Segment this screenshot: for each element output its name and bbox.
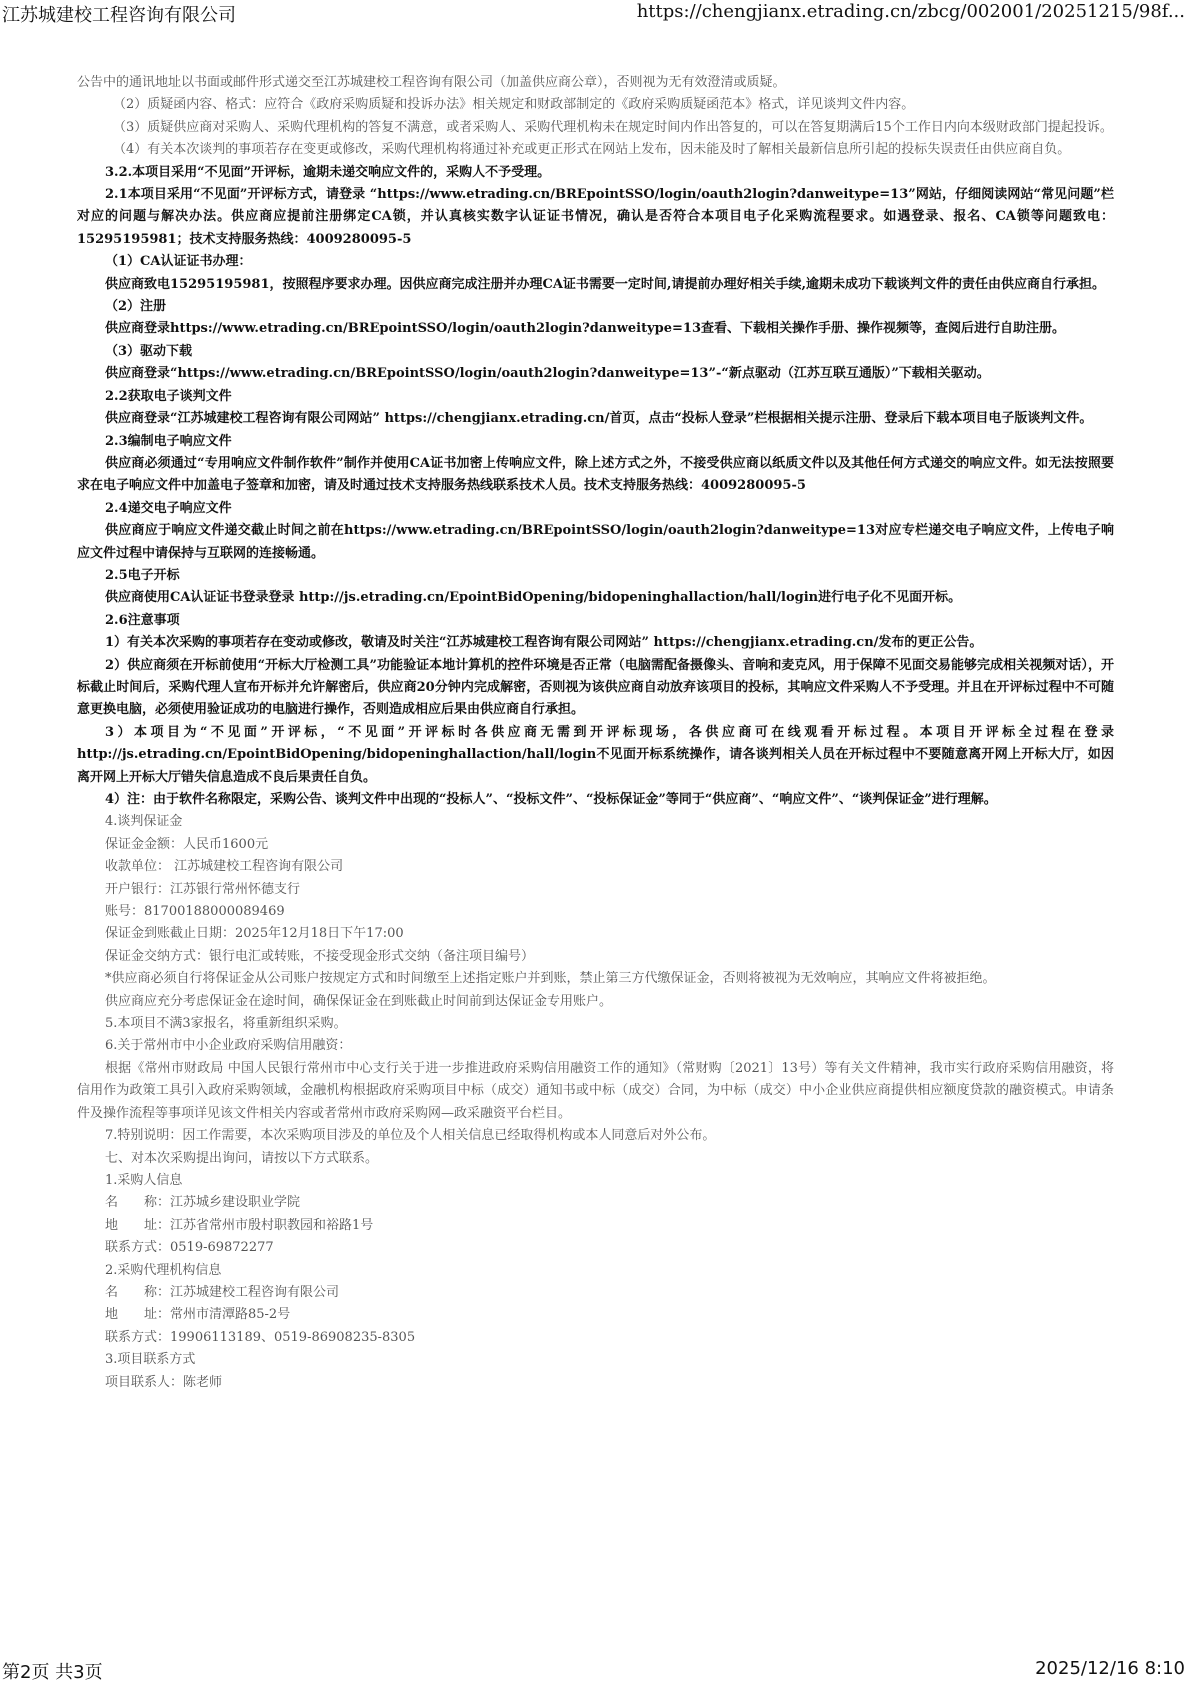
subheading: 2.6注意事项 bbox=[105, 612, 180, 628]
paragraph: 4）注：由于软件名称限定，采购公告、谈判文件中出现的“投标人”、“投标文件”、“投标保证金”等同于“供应商”、“响应文件”、“谈判保证金”进行理解。 bbox=[105, 792, 997, 807]
header-site-title: 江苏城建校工程咨询有限公司 bbox=[2, 5, 236, 26]
paragraph: 供应商应充分考虑保证金在途时间，确保保证金在到账截止时间前到达保证金专用账户。 bbox=[105, 993, 613, 1009]
paragraph: 供应商登录“https://www.etrading.cn/BREpointSSO/login/oauth2login?danweitype=13”-“新点驱动（江苏互联互通版）”下载相关驱动。 bbox=[105, 366, 990, 382]
paragraph: 供应商使用CA认证证书登录登录 http://js.etrading.cn/EpointBidOpening/bidopeninghallaction/hall/login进行电子化不见面开标。 bbox=[105, 590, 962, 606]
section-heading: 七、对本次采购提出询问，请按以下方式联系。 bbox=[105, 1150, 379, 1166]
subheading: 2.5电子开标 bbox=[105, 567, 180, 583]
purchaser-address: 地 址：江苏省常州市殷村职教园和裕路1号 bbox=[105, 1217, 374, 1233]
subheading: 1.采购人信息 bbox=[105, 1172, 183, 1188]
subheading: 2.3编制电子响应文件 bbox=[105, 433, 232, 449]
header-url: https://chengjianx.etrading.cn/zbcg/002001/20251215/98f... bbox=[636, 1, 1185, 22]
document-body bbox=[77, 72, 1114, 1394]
print-header bbox=[0, 0, 1191, 24]
subheading: （3）驱动下载 bbox=[105, 343, 193, 359]
paragraph: 供应商致电15295195981，按照程序要求办理。因供应商完成注册并办理CA证书需要一定时间,请提前办理好相关手续,逾期未成功下载谈判文件的责任由供应商自行承担。 bbox=[105, 276, 1105, 292]
paragraph: 供应商登录“江苏城建校工程咨询有限公司网站” https://chengjianx.etrading.cn/首页，点击“投标人登录”栏根据相关提示注册、登录后下载本项目电子版谈判文件。 bbox=[105, 411, 1093, 427]
print-datetime: 2025/12/16 8:10 bbox=[1035, 1658, 1185, 1679]
paragraph: 2.1本项目采用“不见面”开评标方式，请登录 “https://www.etrading.cn/BREpointSSO/login/oauth2login?danweitype=13”网站，仔细阅读网站“常见问题”栏对应的问题与解决办法。供应商应提前注册绑定CA锁，并认真核实数字认证证书情况，确认是否符合本项目电子化采购流程要求。如遇登录、报名、CA锁等问题致电：15295195981；技术支持服务热线：4009280095-5 bbox=[77, 187, 1114, 247]
subheading: 3.项目联系方式 bbox=[105, 1352, 196, 1368]
agency-name: 名 称：江苏城建校工程咨询有限公司 bbox=[105, 1284, 340, 1300]
paragraph: 5.本项目不满3家报名，将重新组织采购。 bbox=[105, 1016, 347, 1032]
paragraph: *供应商必须自行将保证金从公司账户按规定方式和时间缴至上述指定账户并到账，禁止第三方代缴保证金，否则将被视为无效响应，其响应文件将被拒绝。 bbox=[105, 971, 996, 987]
deposit-deadline: 保证金到账截止日期：2025年12月18日下午17:00 bbox=[105, 926, 404, 942]
section-heading: 4.谈判保证金 bbox=[105, 814, 183, 830]
paragraph: 7.特别说明：因工作需要，本次采购项目涉及的单位及个人相关信息已经取得机构或本人同意后对外公布。 bbox=[105, 1128, 716, 1144]
paragraph: （4）有关本次谈判的事项若存在变更或修改，采购代理机构将通过补充或更正形式在网站上发布，因未能及时了解相关最新信息所引起的投标失误责任由供应商自负。 bbox=[113, 142, 1071, 158]
deposit-amount: 保证金金额：人民币1600元 bbox=[105, 836, 269, 852]
paragraph: 2）供应商须在开标前使用“开标大厅检测工具”功能验证本地计算机的控件环境是否正常（电脑需配备摄像头、音响和麦克风，用于保障不见面交易能够完成相关视频对话），开标截止时间后，采购代理人宣布开标并允许解密后，供应商20分钟内完成解密，否则视为该供应商自动放弃该项目的投标，其响应文件采购人不予受理。并且在开评标过程中不可随意更换电脑，必须使用验证成功的电脑进行操作，否则造成相应后果由供应商自行承担。 bbox=[77, 657, 1114, 718]
project-contact-person: 项目联系人：陈老师 bbox=[105, 1374, 223, 1390]
section-heading: 3.2.本项目采用“不见面”开评标，逾期未递交响应文件的，采购人不予受理。 bbox=[105, 164, 551, 180]
purchaser-name: 名 称：江苏城乡建设职业学院 bbox=[105, 1195, 301, 1211]
deposit-bank: 开户银行：江苏银行常州怀德支行 bbox=[105, 881, 301, 897]
subheading: （1）CA认证证书办理： bbox=[105, 254, 252, 270]
paragraph: 供应商必须通过“专用响应文件制作软件”制作并使用CA证书加密上传响应文件，除上述方式之外，不接受供应商以纸质文件以及其他任何方式递交的响应文件。如无法按照要求在电子响应文件中加盖电子签章和加密，请及时通过技术支持服务热线联系技术人员。技术支持服务热线：4009280095-5 bbox=[77, 455, 1114, 494]
paragraph: 1）有关本次采购的事项若存在变动或修改，敬请及时关注“江苏城建校工程咨询有限公司网站” https://chengjianx.etrading.cn/发布的更正公告。 bbox=[105, 635, 983, 651]
print-footer bbox=[0, 1658, 1191, 1684]
subheading: （2）注册 bbox=[105, 299, 167, 315]
subheading: 2.2获取电子谈判文件 bbox=[105, 388, 232, 404]
paragraph: （2）质疑函内容、格式：应符合《政府采购质疑和投诉办法》相关规定和财政部制定的《政府采购质疑函范本》格式，详见谈判文件内容。 bbox=[113, 97, 915, 113]
paragraph: 供应商应于响应文件递交截止时间之前在https://www.etrading.cn/BREpointSSO/login/oauth2login?danweitype=13对应专栏递交电子响应文件，上传电子响应文件过程中请保持与互联网的连接畅通。 bbox=[77, 523, 1114, 561]
section-heading: 6.关于常州市中小企业政府采购信用融资： bbox=[105, 1038, 352, 1054]
paragraph: 公告中的通讯地址以书面或邮件形式递交至江苏城建校工程咨询有限公司（加盖供应商公章），否则视为无有效澄清或质疑。 bbox=[77, 75, 786, 90]
subheading: 2.4递交电子响应文件 bbox=[105, 500, 232, 516]
purchaser-contact: 联系方式：0519-69872277 bbox=[105, 1240, 274, 1256]
paragraph: （3）质疑供应商对采购人、采购代理机构的答复不满意，或者采购人、采购代理机构未在规定时间内作出答复的，可以在答复期满后15个工作日内向本级财政部门提起投诉。 bbox=[113, 119, 1113, 135]
agency-address: 地 址：常州市清潭路85-2号 bbox=[105, 1307, 291, 1323]
agency-contact: 联系方式：19906113189、0519-86908235-8305 bbox=[105, 1329, 416, 1345]
deposit-payee: 收款单位： 江苏城建校工程咨询有限公司 bbox=[105, 859, 344, 875]
paragraph: 3）本项目为“不见面”开评标，“不见面”开评标时各供应商无需到开评标现场，各供应商可在线观看开标过程。本项目开评标全过程在登录 http://js.etrading.cn/EpointBidOpening/bidopeninghallaction/hall/login不见面开标系统操作，请各谈判相关人员在开标过程中不要随意离开网上开标大厅，如因离开网上开标大厅错失信息造成不良后果责任自负。 bbox=[77, 724, 1114, 785]
paragraph: 根据《常州市财政局 中国人民银行常州市中心支行关于进一步推进政府采购信用融资工作的通知》（常财购〔2021〕13号）等有关文件精神，我市实行政府采购信用融资，将信用作为政策工具引入政府采购领域，金融机构根据政府采购项目中标（成交）通知书或中标（成交）合同，为中标（成交）中小企业供应商提供相应额度贷款的融资模式。申请条件及操作流程等事项详见该文件相关内容或者常州市政府采购网—政采融资平台栏目。 bbox=[77, 1060, 1114, 1121]
deposit-account: 账号：81700188000089469 bbox=[105, 904, 285, 920]
subheading: 2.采购代理机构信息 bbox=[105, 1262, 222, 1278]
page-number: 第2页 共3页 bbox=[2, 1662, 103, 1683]
paragraph: 供应商登录https://www.etrading.cn/BREpointSSO/login/oauth2login?danweitype=13查看、下载相关操作手册、操作视频等，查阅后进行自助注册。 bbox=[105, 321, 1065, 337]
deposit-method: 保证金交纳方式：银行电汇或转账，不接受现金形式交纳（备注项目编号） bbox=[105, 948, 535, 964]
